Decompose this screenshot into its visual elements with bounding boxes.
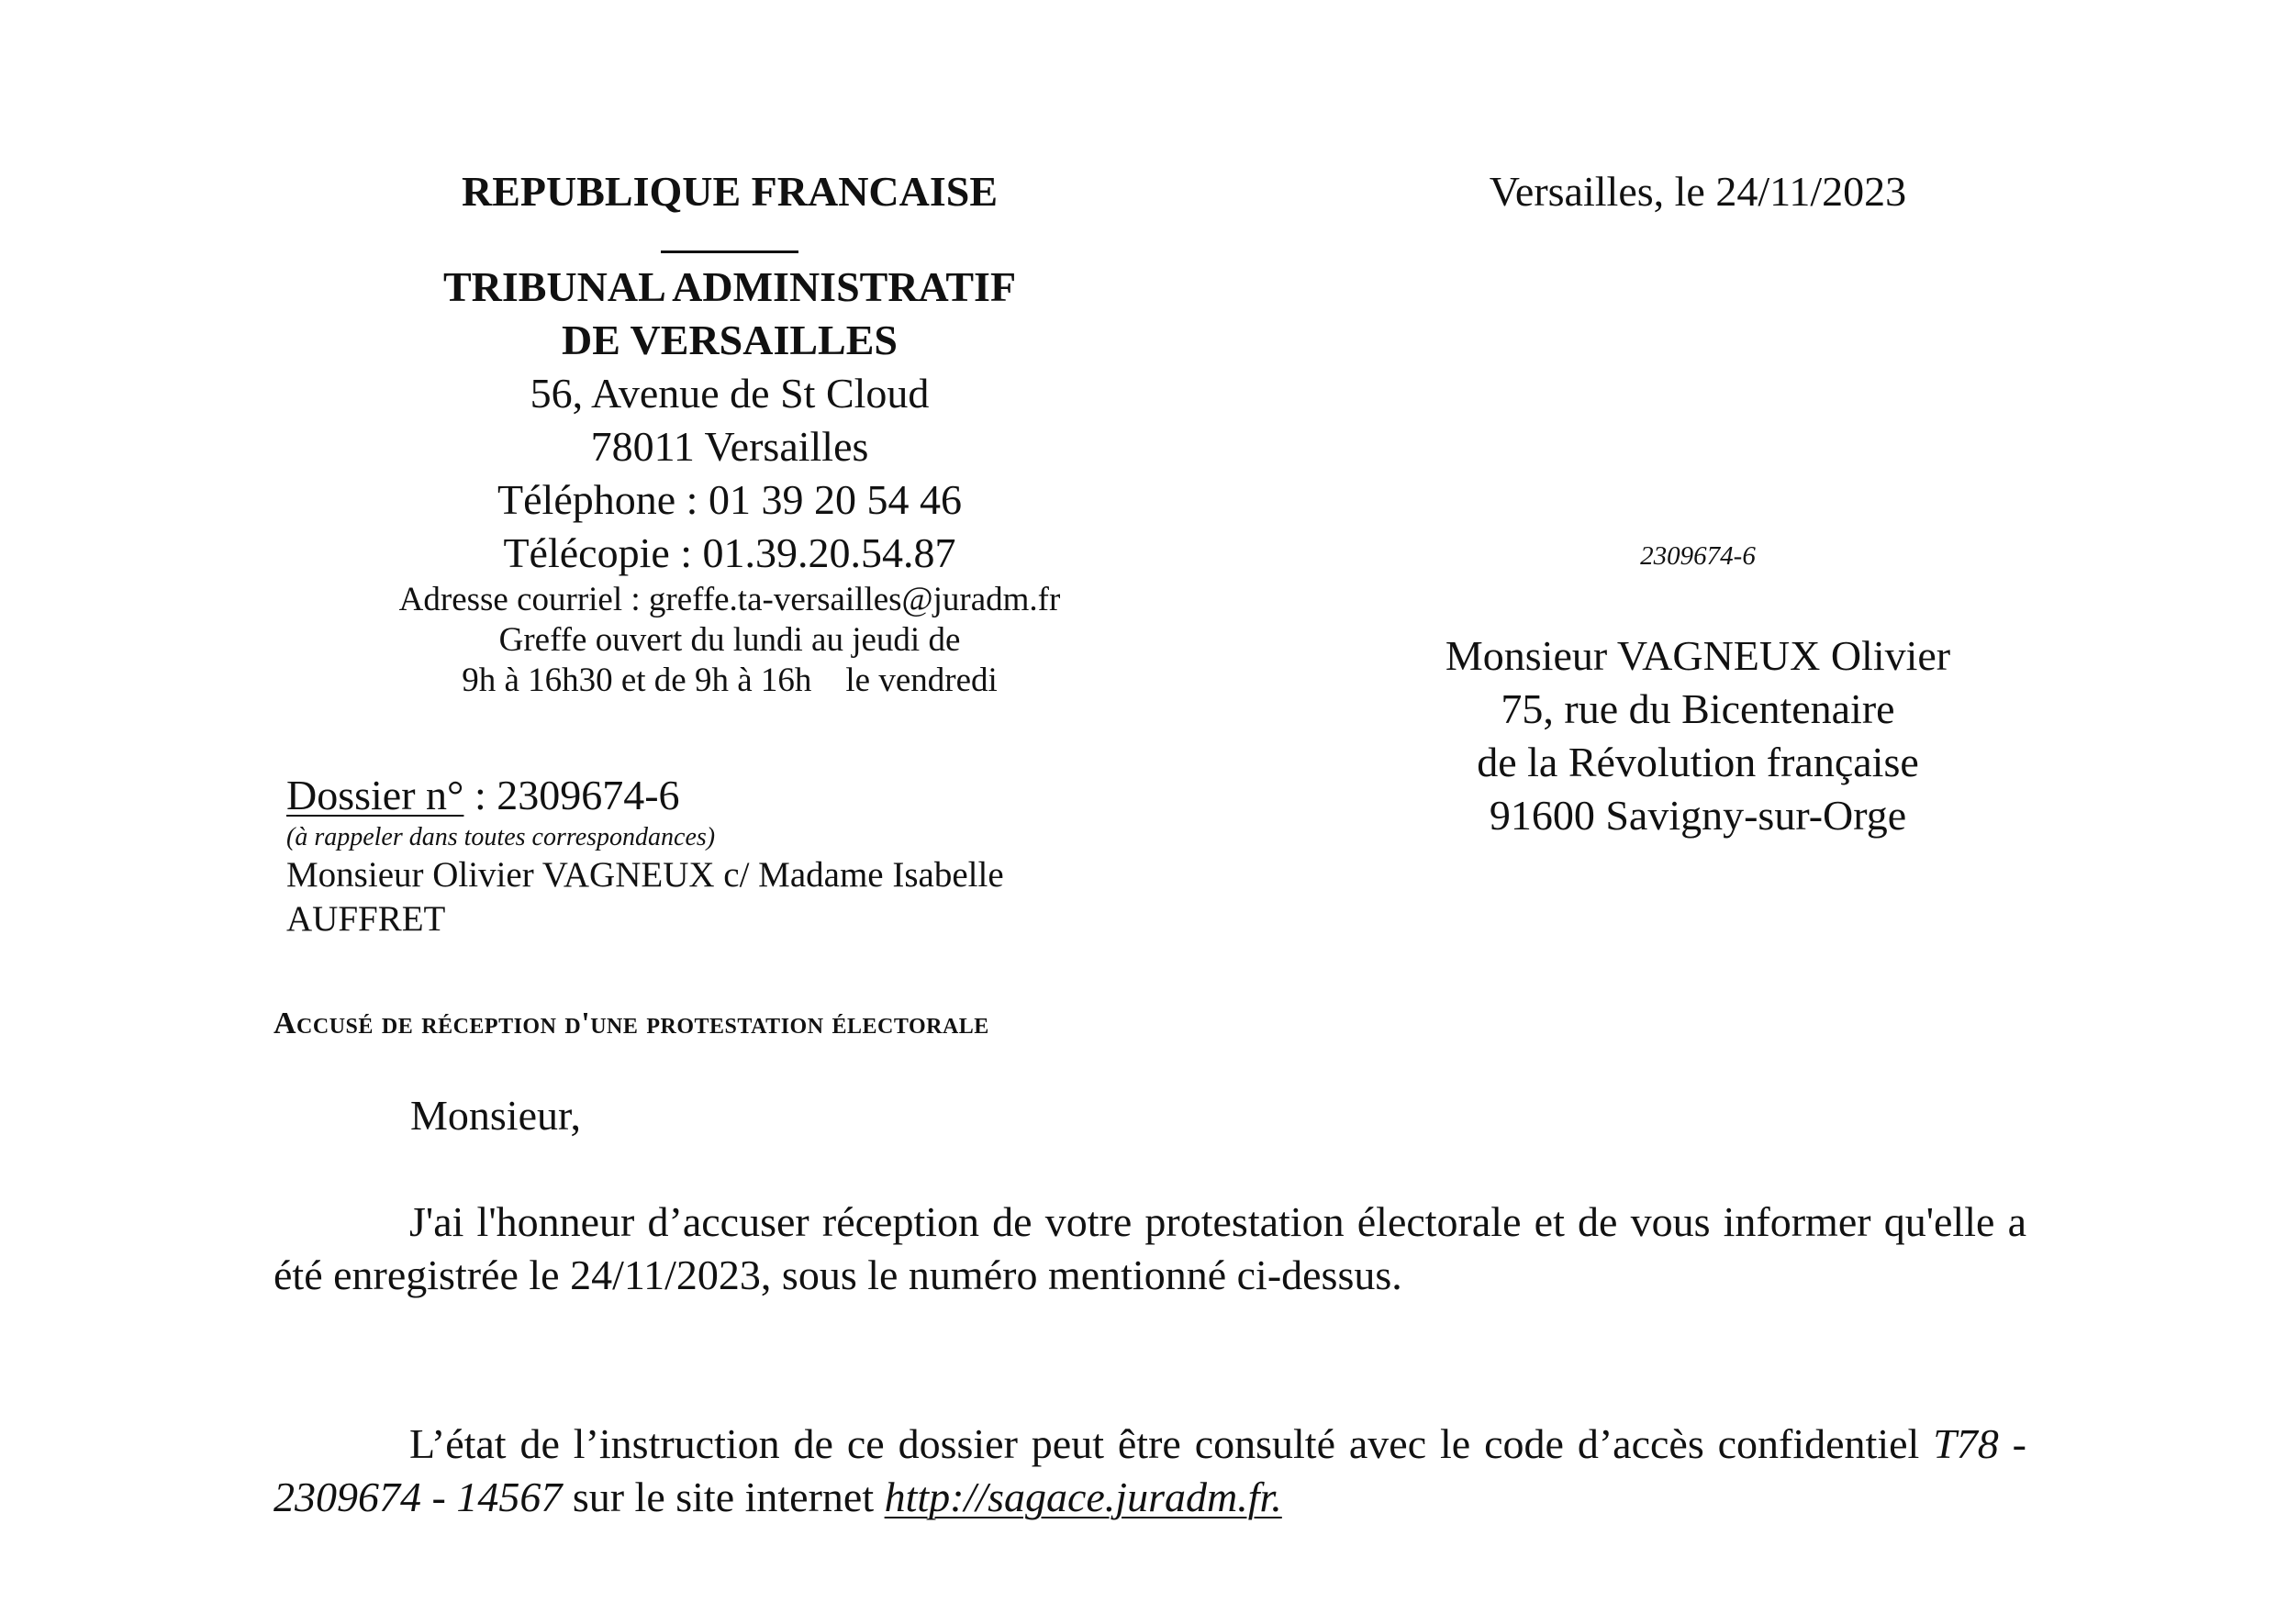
dossier-number: 2309674-6: [497, 772, 680, 818]
recipient-name: Monsieur VAGNEUX Olivier: [1445, 632, 1951, 679]
dossier-separator: :: [463, 772, 497, 818]
republic-title: REPUBLIQUE FRANCAISE: [461, 168, 999, 215]
salutation: Monsieur,: [410, 1092, 581, 1139]
court-hours-line1: Greffe ouvert du lundi au jeudi de: [498, 621, 961, 659]
court-fax: Télécopie : 01.39.20.54.87: [503, 529, 956, 576]
recipient-address: [1331, 629, 2065, 842]
court-email: Adresse courriel : greffe.ta-versailles@juradm.fr: [398, 581, 1061, 618]
court-address-street: 56, Avenue de St Cloud: [530, 370, 930, 417]
recipient-city: 91600 Savigny-sur-Orge: [1489, 792, 1907, 839]
recipient-street-line1: 75, rue du Bicentenaire: [1501, 685, 1895, 732]
court-name-line1: TRIBUNAL ADMINISTRATIF: [442, 263, 1017, 310]
dossier-block: [286, 769, 1204, 941]
recipient-street-line2: de la Révolution française: [1477, 739, 1919, 785]
paragraph2-middle: sur le site internet: [562, 1474, 885, 1520]
court-address-city: 78011 Versailles: [590, 423, 869, 470]
body-paragraph-1: J'ai l'honneur d’accuser réception de votre protestation électorale et de vous informer qu'elle a été enregistrée le 24/11/2023, sous le numéro mentionné ci-dessus.: [273, 1198, 2026, 1298]
reference-number: 2309674-6: [1640, 541, 1756, 571]
header-separator: [262, 218, 1198, 261]
letter-date: Versailles, le 24/11/2023: [1489, 168, 1907, 215]
access-code: T78 - 2309674 - 14567: [273, 1420, 2026, 1520]
dossier-number-line: [286, 769, 1204, 822]
court-telephone: Téléphone : 01 39 20 54 46: [497, 476, 962, 523]
website-link[interactable]: http://sagace.juradm.fr.: [884, 1474, 1282, 1520]
dossier-reminder: (à rappeler dans toutes correspondances): [286, 823, 716, 851]
body-paragraph-2: [273, 1418, 2026, 1524]
court-header: [262, 165, 1198, 701]
court-hours-line2: 9h à 16h30 et de 9h à 16h le vendredi: [462, 662, 998, 699]
court-name-line2: DE VERSAILLES: [561, 317, 899, 363]
paragraph2-start: L’état de l’instruction de ce dossier peut être consulté avec le code d’accès confidentiel: [409, 1420, 1934, 1467]
dossier-parties: Monsieur Olivier VAGNEUX c/ Madame Isabelle AUFFRET: [286, 855, 1004, 939]
dossier-label: Dossier n°: [286, 772, 464, 818]
letter-subject: Accusé de réception d'une protestation électorale: [273, 1007, 989, 1040]
